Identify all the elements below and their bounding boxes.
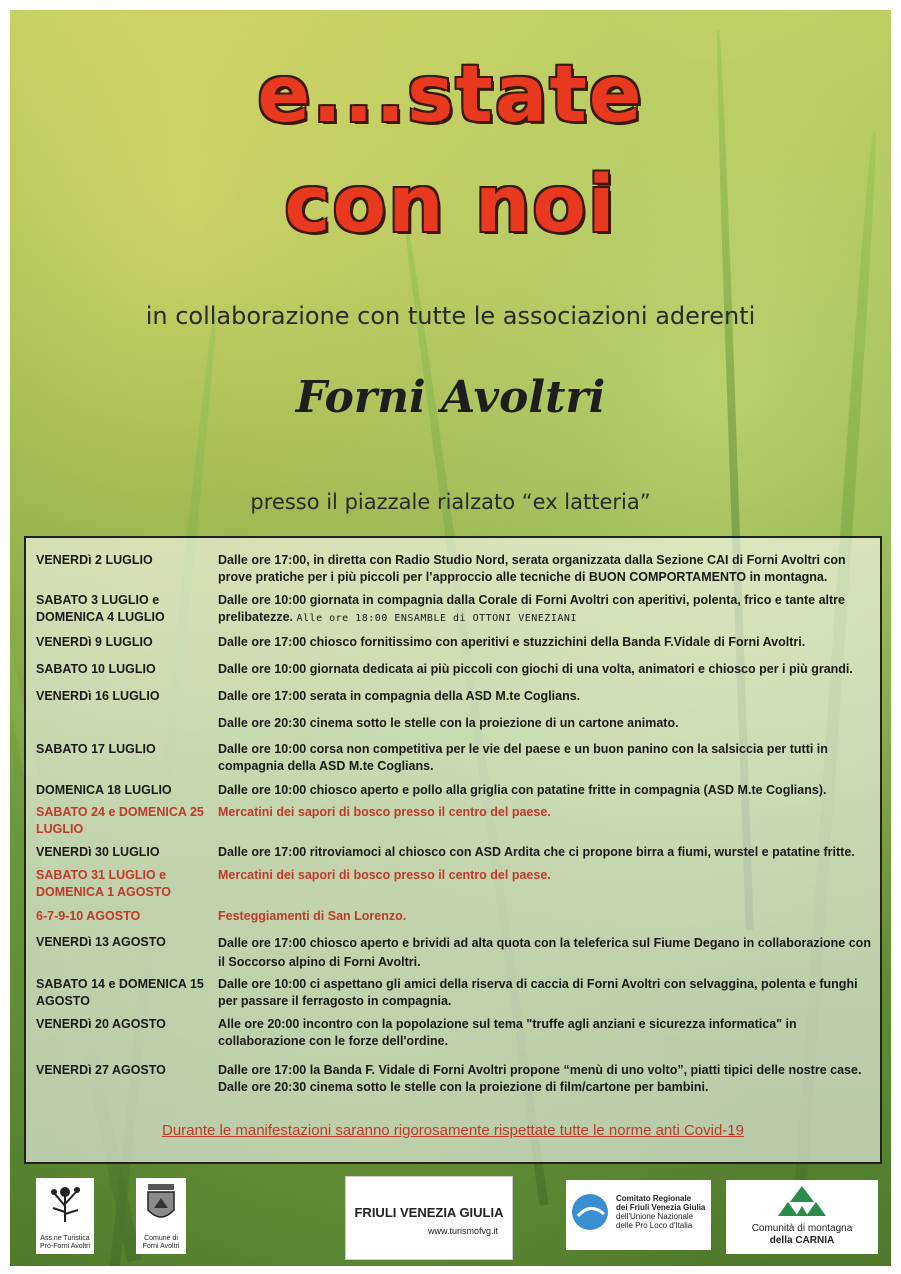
comune-logo bbox=[136, 1178, 186, 1254]
event-text: Dalle ore 10:00 ci aspettano gli amici della riserva di caccia di Forni Avoltri con selvaggina, polenta e funghi per passare il ferragosto in compagnia. bbox=[218, 977, 858, 1008]
covid-notice: Durante le manifestazioni saranno rigorosamente rispettate tutte le norme anti Covid-19 bbox=[162, 1122, 744, 1139]
fvg-url: www.turismofvg.it bbox=[427, 1226, 498, 1236]
event-text: Dalle ore 10:00 corsa non competitiva per le vie del paese e un buon panino con la salsiccia per tutti in compagnia della ASD M.te Coglians. bbox=[218, 742, 828, 773]
event-date: 6-7-9-10 AGOSTO bbox=[36, 909, 141, 923]
event-date: SABATO 10 LUGLIO bbox=[36, 662, 156, 676]
event-text: Dalle ore 17:00 serata in compagnia della ASD M.te Coglians. bbox=[218, 689, 581, 703]
event-text: Dalle ore 20:30 cinema sotto le stelle con la proiezione di un cartone animato. bbox=[218, 716, 679, 730]
event-date: SABATO 3 LUGLIO e DOMENICA 4 LUGLIO bbox=[36, 593, 165, 624]
handwritten-note: Alle ore 18:00 ENSAMBLE di OTTONI VENEZIANI bbox=[296, 613, 577, 624]
event-date: VENERDì 30 LUGLIO bbox=[36, 845, 160, 859]
comune-caption: Comune di Forni Avoltri bbox=[142, 1235, 180, 1250]
event-text: Mercatini dei sapori di bosco presso il centro del paese. bbox=[218, 805, 551, 819]
event-date: SABATO 31 LUGLIO e DOMENICA 1 AGOSTO bbox=[36, 868, 171, 899]
event-date: SABATO 14 e DOMENICA 15 AGOSTO bbox=[36, 977, 204, 1008]
comitato-line: dell'Unione Nazionale bbox=[616, 1212, 694, 1221]
location: presso il piazzale rialzato “ex latteria” bbox=[250, 490, 651, 514]
event-text: Dalle ore 17:00 chiosco aperto e brividi ad alta quota con la teleferica sul Fiume Degano in collaborazione con il Soccorso alpino di Forni Avoltri. bbox=[218, 936, 871, 969]
mountains-icon bbox=[774, 1184, 830, 1218]
event-text: Dalle ore 17:00 ritroviamoci al chiosco con ASD Ardita che ci propone birra a fiumi, wurstel e patatine fritte. bbox=[218, 845, 855, 859]
carnia-logo bbox=[726, 1180, 878, 1254]
event-text: Alle ore 20:00 incontro con la popolazione sul tema "truffe agli anziani e sicurezza informatica" in collaborazione con le forze dell'ordine. bbox=[218, 1017, 797, 1048]
event-date: DOMENICA 18 LUGLIO bbox=[36, 783, 172, 797]
event-text: Dalle ore 10:00 giornata dedicata ai più piccoli con giochi di una volta, animatori e chiosco per i più grandi. bbox=[218, 662, 853, 676]
fvg-logo bbox=[345, 1176, 513, 1260]
title-line-2: con noi bbox=[284, 160, 617, 250]
event-date: VENERDì 13 AGOSTO bbox=[36, 935, 166, 949]
coat-of-arms-icon bbox=[144, 1182, 178, 1226]
event-text-main: Dalle ore 10:00 giornata in compagnia dalla Corale di Forni Avoltri con aperitivi, polenta, frico e tante altre prelibatezze. bbox=[218, 593, 846, 624]
subtitle: in collaborazione con tutte le associazioni aderenti bbox=[145, 302, 756, 330]
event-text: Dalle ore 10:00 chiosco aperto e pollo alla griglia con patatine fritte in compagnia (ASD M.te Coglians). bbox=[218, 783, 827, 797]
event-date: SABATO 17 LUGLIO bbox=[36, 742, 156, 756]
event-date: VENERDì 2 LUGLIO bbox=[36, 553, 153, 567]
comitato-logo bbox=[566, 1180, 711, 1250]
globe-icon bbox=[570, 1192, 610, 1232]
event-date: VENERDì 16 LUGLIO bbox=[36, 689, 160, 703]
fvg-text: FRIULI VENEZIA GIULIA bbox=[354, 1205, 504, 1220]
comitato-line: delle Pro Loco d'Italia bbox=[616, 1221, 693, 1230]
comitato-line: dei Friuli Venezia Giulia bbox=[616, 1203, 706, 1212]
event-date: VENERDì 20 AGOSTO bbox=[36, 1017, 166, 1031]
event-text: Mercatini dei sapori di bosco presso il centro del paese. bbox=[218, 868, 551, 882]
carnia-line: Comunità di montagna bbox=[751, 1223, 853, 1234]
sponsor-logos bbox=[10, 1170, 891, 1266]
title-line-1: e...state bbox=[257, 50, 644, 140]
pro-loco-logo bbox=[36, 1178, 94, 1254]
event-schedule bbox=[24, 536, 882, 1164]
event-date: VENERDì 27 AGOSTO bbox=[36, 1063, 166, 1077]
carnia-line: della CARNIA bbox=[769, 1235, 835, 1246]
event-text: Dalle ore 17:00, in diretta con Radio Studio Nord, serata organizzata dalla Sezione CAI di Forni Avoltri con prove pratiche per i più piccoli per l’approccio alle tecniche di BUON COMPORTAMENTO in montagna. bbox=[218, 553, 846, 584]
comitato-text bbox=[616, 1194, 708, 1230]
flower-icon bbox=[45, 1182, 85, 1228]
event-text bbox=[218, 592, 878, 627]
event-date: SABATO 24 e DOMENICA 25 LUGLIO bbox=[36, 805, 204, 836]
event-text: Dalle ore 17:00 la Banda F. Vidale di Forni Avoltri propone “menù di uno volto”, piatti tipici delle nostre case. Dalle ore 20:30 cinema sotto le stelle con la proiezione di film/cartone per bambini. bbox=[218, 1063, 862, 1094]
comitato-line: Comitato Regionale bbox=[616, 1194, 692, 1203]
town-name: Forni Avoltri bbox=[295, 372, 606, 423]
poster bbox=[10, 10, 891, 1266]
event-text: Dalle ore 17:00 chiosco fornitissimo con aperitivi e stuzzichini della Banda F.Vidale di Forni Avoltri. bbox=[218, 635, 806, 649]
event-text: Festeggiamenti di San Lorenzo. bbox=[218, 909, 407, 923]
event-date: VENERDì 9 LUGLIO bbox=[36, 635, 153, 649]
pro-loco-caption: Ass.ne Turistica Pro-Forni Avoltri bbox=[39, 1235, 91, 1250]
